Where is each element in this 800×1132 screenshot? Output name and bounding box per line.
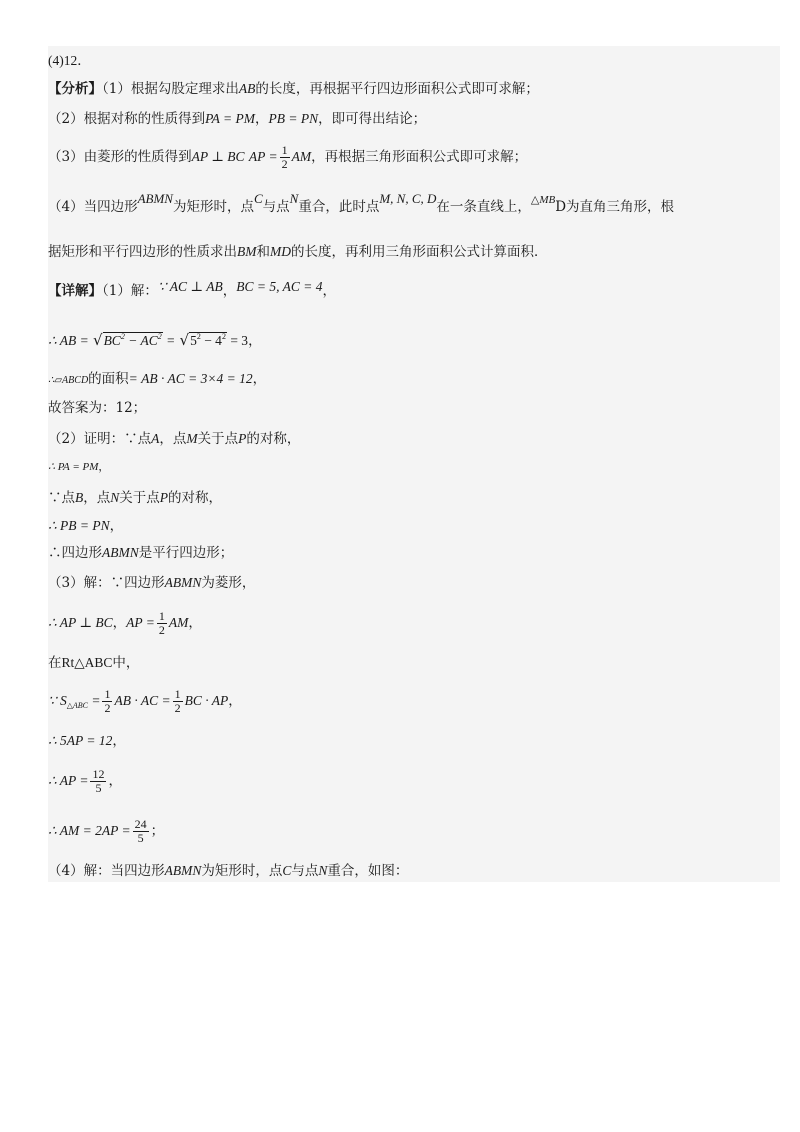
math: C [282, 863, 292, 878]
fraction [90, 768, 106, 795]
text: 中， [112, 655, 140, 671]
math: ∴ AP = [48, 773, 89, 788]
text: 和 [256, 244, 270, 260]
text: ， [222, 283, 237, 299]
line-detail-1 [48, 279, 336, 300]
math: PB = PN [268, 111, 319, 126]
answer-text: (4)12． [48, 53, 91, 68]
text: 的长度，再根据平行四边形面积公式即可求解； [255, 81, 539, 97]
math: − AC [124, 333, 158, 348]
math: AB · AC = [114, 693, 171, 708]
radicand [103, 332, 163, 348]
math: 5 [190, 333, 197, 348]
numerator: 12 [92, 767, 105, 781]
math: = 3 [226, 333, 249, 348]
text: （3）解：∵四边形 [48, 575, 165, 591]
text: 在 [48, 655, 62, 671]
text: 为矩形时，点 [172, 199, 254, 215]
numerator: 24 [134, 817, 147, 831]
math: BC [103, 333, 121, 348]
fraction [102, 688, 112, 715]
text: （2）根据对称的性质得到 [48, 111, 206, 127]
math: BC = 5, AC = 4 [236, 279, 323, 294]
text: ， [112, 733, 126, 749]
text: ， [98, 460, 110, 473]
math: BM [237, 244, 257, 259]
text: ， [228, 693, 242, 709]
line-pb-pn [48, 517, 123, 535]
denominator: 2 [281, 157, 288, 171]
text: D为直角三角形，根 [555, 199, 675, 215]
text: 重合，此时点 [298, 199, 380, 215]
math: ∴▱ABCD [48, 375, 89, 386]
math: ∴ PA = PM [48, 461, 99, 473]
text: ， [252, 371, 267, 387]
line-area-abc [48, 688, 242, 715]
math: AM [291, 149, 312, 164]
exponent: 2 [157, 332, 162, 341]
text: 是平行四边形； [138, 545, 234, 561]
math: ∴ AB = [48, 333, 89, 348]
math: MD [270, 244, 291, 259]
math: AB [238, 81, 256, 96]
line-detail-ab [48, 328, 262, 350]
text: 故答案为：12； [48, 400, 147, 416]
math: ∴ AP ⊥ BC [48, 615, 113, 630]
math: = AB · AC = 3×4 = 12 [128, 371, 253, 386]
text: ∴四边形 [48, 545, 102, 561]
math: N [110, 490, 120, 505]
text: ，即可得出结论； [318, 111, 427, 127]
text: 与点 [291, 863, 319, 879]
fraction [280, 144, 290, 171]
math: AP = [126, 615, 155, 630]
text: （4）解：当四边形 [48, 863, 165, 879]
math: ∴ AM = 2AP = [48, 823, 131, 838]
exponent: 2 [221, 332, 226, 341]
denominator: 5 [137, 831, 144, 845]
text: ； [150, 823, 165, 839]
text: 与点 [262, 199, 290, 215]
line-am-value [48, 818, 164, 845]
math: − 4 [200, 333, 222, 348]
math: N [289, 191, 299, 206]
denominator: 2 [158, 623, 165, 637]
text: 关于点 [119, 490, 160, 506]
text: 的对称， [246, 431, 301, 447]
math: B [75, 490, 84, 505]
text: ，点 [83, 490, 111, 506]
math: Rt△ABC [61, 655, 113, 670]
text: 关于点 [197, 431, 239, 447]
math: P [238, 431, 247, 446]
math: ABMN [102, 545, 139, 560]
text: ， [108, 773, 122, 789]
denominator: 2 [174, 701, 181, 715]
math: ABMN [137, 191, 173, 206]
text: 的对称， [168, 490, 223, 506]
math: PA = PM [205, 111, 255, 126]
denominator: 2 [104, 701, 111, 715]
math: ∴ PB = PN [48, 518, 110, 533]
text: ， [109, 518, 124, 534]
math: ∴ 5AP = 12 [48, 733, 113, 748]
fraction [173, 688, 183, 715]
math: ABMN [164, 863, 202, 878]
text: ∵点 [48, 490, 75, 506]
line-analysis-4 [48, 191, 675, 217]
math: AM [168, 615, 189, 630]
math: M, N, C, D [379, 191, 437, 206]
text: 的面积 [88, 371, 129, 387]
solution-page [48, 46, 780, 882]
math: ∵ AC ⊥ AB [157, 279, 223, 294]
math: A [151, 431, 160, 446]
exponent: 2 [196, 332, 201, 341]
line-detail-area [48, 370, 266, 390]
line-answer-1 [48, 399, 146, 417]
line-5ap [48, 732, 126, 750]
line-pa-pm [48, 458, 109, 476]
text: ， [188, 615, 202, 631]
line-part-4 [48, 862, 408, 880]
math: = [162, 333, 176, 348]
line-part-3 [48, 574, 255, 592]
text: （3）由菱形的性质得到 [48, 149, 192, 165]
text: ， [248, 333, 262, 349]
text: 在一条直线上， [436, 199, 531, 215]
text: 为矩形时，点 [201, 863, 283, 879]
text: ，再根据三角形面积公式即可求解； [311, 149, 528, 165]
math: ∵ S [48, 693, 67, 708]
math: AP ⊥ BC [191, 149, 245, 164]
text: 重合，如图： [327, 863, 409, 879]
line-rt-abc [48, 654, 139, 672]
radicand [189, 332, 227, 348]
fraction [133, 818, 149, 845]
numerator: 1 [281, 143, 288, 157]
analysis-tag: 【分析】 [48, 81, 102, 97]
math: M [186, 431, 198, 446]
math: △MB [530, 194, 556, 206]
line-analysis-1 [48, 80, 539, 98]
detail-tag: 【详解】 [48, 283, 102, 299]
math: N [318, 863, 328, 878]
sqrt-icon: √ [179, 331, 190, 349]
numerator: 1 [158, 609, 165, 623]
math: AP = [248, 149, 278, 164]
line-point-b [48, 489, 222, 507]
line-ap-value [48, 768, 122, 795]
fraction [157, 610, 167, 637]
sqrt-icon: √ [93, 331, 103, 349]
line-parallelogram [48, 544, 233, 562]
line-analysis-3 [48, 144, 527, 171]
denominator: 5 [95, 781, 102, 795]
text: （2）证明：∵点 [48, 431, 152, 447]
text: ，点 [159, 431, 187, 447]
line-proof-2 [48, 430, 300, 448]
math: C [253, 191, 263, 206]
text: （4）当四边形 [48, 199, 138, 215]
math: = [87, 693, 101, 708]
line-answer-4 [48, 52, 91, 70]
exponent: 2 [120, 332, 125, 341]
text: （1）根据勾股定理求出 [102, 81, 239, 97]
math: BC · AP [184, 693, 229, 708]
text: 的长度，再利用三角形面积公式计算面积． [291, 244, 548, 260]
line-analysis-2 [48, 110, 426, 128]
text: 据矩形和平行四边形的性质求出 [48, 244, 237, 260]
math: P [159, 490, 169, 505]
text: ， [254, 111, 269, 127]
math: ABMN [164, 575, 202, 590]
text: ， [112, 615, 127, 631]
text: ， [322, 283, 336, 299]
text: （1）解： [102, 283, 158, 299]
line-analysis-5 [48, 243, 548, 261]
numerator: 1 [104, 687, 111, 701]
text: 为菱形， [201, 575, 256, 591]
line-ap-perp [48, 610, 202, 637]
subscript: △ABC [66, 701, 88, 710]
numerator: 1 [174, 687, 181, 701]
